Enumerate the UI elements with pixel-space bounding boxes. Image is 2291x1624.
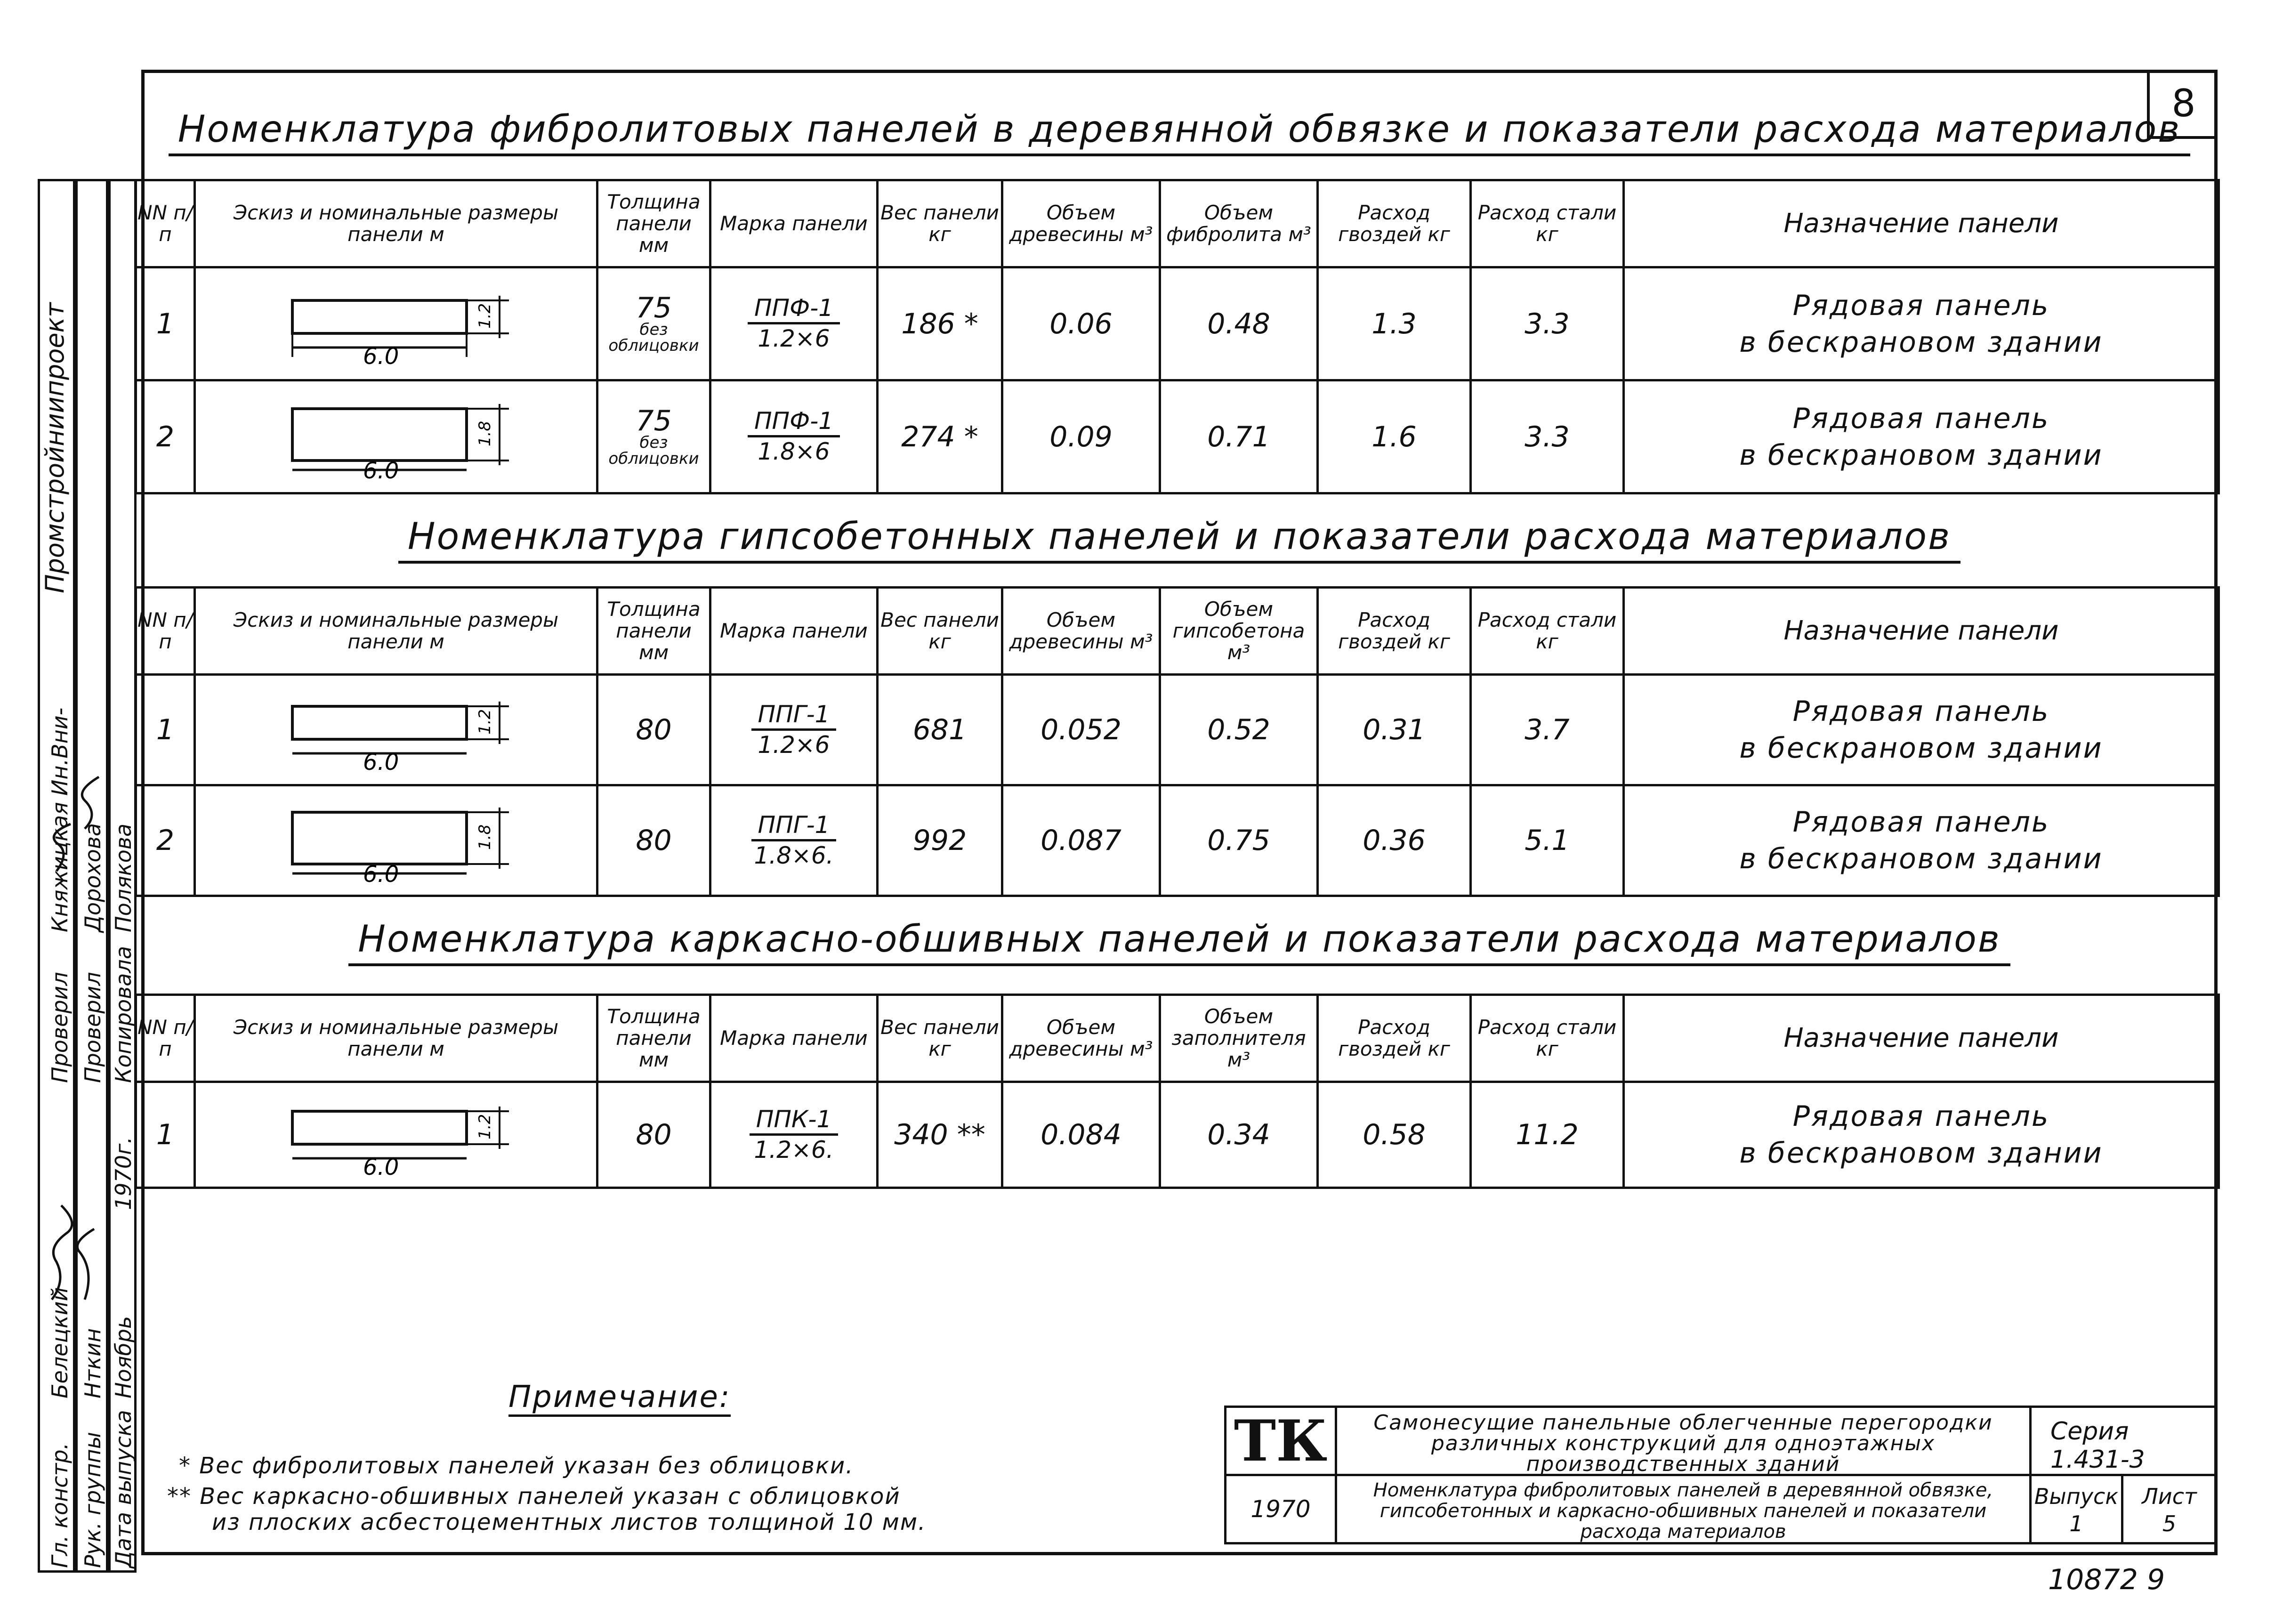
series-value: 1.431-3 <box>2050 1446 2145 1474</box>
section2-title: Номенклатура гипсобетонных панелей и показатели расхода материалов <box>141 516 2218 558</box>
panel-mark: ППГ-1 1.2×6 <box>710 675 878 785</box>
hdr-weight: Вес панели кг <box>878 588 1002 675</box>
sheet-cell <box>2121 1474 2218 1544</box>
hdr-mark: Марка панели <box>710 180 878 267</box>
steel: 3.3 <box>1471 380 1624 493</box>
sketch-length: 6.0 <box>363 457 399 479</box>
hdr-filler: Объем заполнителя м³ <box>1160 995 1318 1082</box>
desc-2: Номенклатура фибролитовых панелей в деревянной обвязке, гипсобетонных и каркасно-обшивных панелей и показатели расхода материалов <box>1335 1474 2032 1544</box>
sheet-label: Лист <box>2142 1484 2197 1509</box>
hdr-sketch: Эскиз и номинальные размеры панели м <box>195 995 597 1082</box>
purpose: Рядовая панель в бескрановом здании <box>1624 675 2219 785</box>
nails: 1.6 <box>1318 380 1471 493</box>
role2-1: Проверил <box>47 972 73 1083</box>
purpose: Рядовая панель в бескрановом здании <box>1624 380 2219 493</box>
weight: 340 ** <box>878 1082 1002 1188</box>
section2-table <box>135 586 2220 897</box>
hdr-purpose: Назначение панели <box>1624 180 2219 267</box>
panel-mark: ППК-1 1.2×6. <box>710 1082 878 1188</box>
section3-title: Номенклатура каркасно-обшивных панелей и показатели расхода материалов <box>141 918 2218 961</box>
org-name: Промстройниипроект <box>40 302 70 593</box>
filler-volume: 0.34 <box>1160 1082 1318 1188</box>
thickness: 75 без облицовки <box>597 380 710 493</box>
purpose: Рядовая панель в бескрановом здании <box>1624 1082 2219 1188</box>
issue-label: Выпуск <box>2034 1484 2119 1509</box>
sketch-length: 6.0 <box>363 1154 399 1177</box>
wood-volume: 0.052 <box>1002 675 1160 785</box>
hdr-mark: Марка панели <box>710 995 878 1082</box>
name2-2: Дорохова <box>80 823 105 932</box>
sketch-length: 6.0 <box>363 749 399 772</box>
hdr-thickness: Толщина панели мм <box>597 588 710 675</box>
sketch-height: 1.2 <box>476 1114 494 1139</box>
nails: 0.31 <box>1318 675 1471 785</box>
thickness: 80 <box>597 675 710 785</box>
panel-sketch <box>195 380 597 493</box>
filler-volume: 0.75 <box>1160 785 1318 896</box>
series-cell <box>2029 1406 2218 1476</box>
role2-3: Копировала <box>111 945 136 1083</box>
hdr-weight: Вес панели кг <box>878 180 1002 267</box>
extra-1: Ин.Вни- <box>47 707 73 796</box>
signatures <box>38 179 137 1573</box>
weight: 274 * <box>878 380 1002 493</box>
hdr-sketch: Эскиз и номинальные размеры панели м <box>195 180 597 267</box>
nails: 1.3 <box>1318 267 1471 380</box>
weight: 681 <box>878 675 1002 785</box>
steel: 3.7 <box>1471 675 1624 785</box>
thickness: 80 <box>597 785 710 896</box>
wood-volume: 0.06 <box>1002 267 1160 380</box>
name2-3: Полякова <box>111 823 136 932</box>
row-no: 2 <box>136 380 195 493</box>
name-3: Ноябрь <box>111 1316 136 1398</box>
role-2: Рук. группы <box>80 1431 105 1568</box>
wood-volume: 0.084 <box>1002 1082 1160 1188</box>
nails: 0.58 <box>1318 1082 1471 1188</box>
desc-1: Самонесущие панельные облегченные перегородки различных конструкций для одноэтажных производственных зданий <box>1335 1406 2032 1476</box>
row-no: 2 <box>136 785 195 896</box>
filler-volume: 0.48 <box>1160 267 1318 380</box>
hdr-no: NN п/п <box>136 995 195 1082</box>
wood-volume: 0.087 <box>1002 785 1160 896</box>
weight: 186 * <box>878 267 1002 380</box>
filler-volume: 0.71 <box>1160 380 1318 493</box>
notes-heading: Примечание: <box>508 1380 731 1417</box>
steel: 5.1 <box>1471 785 1624 896</box>
sketch-length: 6.0 <box>363 861 399 883</box>
sheet-number: 8 <box>2147 71 2218 139</box>
sketch-height: 1.2 <box>476 303 494 329</box>
section1-title: Номенклатура фибролитовых панелей в деревянной обвязке и показатели расхода материалов <box>141 108 2218 151</box>
table-row <box>136 380 2219 493</box>
weight: 992 <box>878 785 1002 896</box>
nails: 0.36 <box>1318 785 1471 896</box>
panel-sketch <box>195 675 597 785</box>
issue-value: 1 <box>2069 1511 2083 1536</box>
wood-volume: 0.09 <box>1002 380 1160 493</box>
thickness: 80 <box>597 1082 710 1188</box>
panel-sketch <box>195 1082 597 1188</box>
thickness: 75 без облицовки <box>597 267 710 380</box>
hdr-nails: Расход гвоздей кг <box>1318 180 1471 267</box>
issue-cell <box>2029 1474 2123 1544</box>
sketch-height: 1.2 <box>476 709 494 735</box>
series-label: Серия <box>2050 1417 2129 1446</box>
extra-2: 1970г. <box>111 1137 136 1210</box>
name-2: Нткин <box>80 1328 105 1398</box>
hdr-steel: Расход стали кг <box>1471 588 1624 675</box>
table-row <box>136 675 2219 785</box>
section1-table <box>135 179 2220 494</box>
panel-sketch <box>195 785 597 896</box>
hdr-filler: Объем гипсобетона м³ <box>1160 588 1318 675</box>
sketch-height: 1.8 <box>476 824 494 850</box>
steel: 3.3 <box>1471 267 1624 380</box>
hdr-nails: Расход гвоздей кг <box>1318 588 1471 675</box>
logo: ТК <box>1224 1406 1337 1476</box>
name2-1: Княжицкая <box>47 802 73 932</box>
archive-code: 10872 9 <box>2048 1563 2165 1596</box>
sheet-value: 5 <box>2162 1511 2177 1536</box>
hdr-wood: Объем древесины м³ <box>1002 588 1160 675</box>
table-row <box>136 785 2219 896</box>
panel-mark: ППФ-1 1.8×6 <box>710 380 878 493</box>
hdr-wood: Объем древесины м³ <box>1002 995 1160 1082</box>
hdr-purpose: Назначение панели <box>1624 995 2219 1082</box>
row-no: 1 <box>136 1082 195 1188</box>
table-row <box>136 267 2219 380</box>
filler-volume: 0.52 <box>1160 675 1318 785</box>
role-3: Дата выпуска <box>111 1410 136 1568</box>
hdr-no: NN п/п <box>136 180 195 267</box>
note-line: * Вес фибролитовых панелей указан без облицовки. <box>179 1453 854 1479</box>
purpose: Рядовая панель в бескрановом здании <box>1624 267 2219 380</box>
hdr-steel: Расход стали кг <box>1471 995 1624 1082</box>
panel-mark: ППГ-1 1.8×6. <box>710 785 878 896</box>
hdr-thickness: Толщина панели мм <box>597 180 710 267</box>
note-line: ** Вес каркасно-обшивных панелей указан с облицовкой <box>167 1483 901 1510</box>
panel-mark: ППФ-1 1.2×6 <box>710 267 878 380</box>
steel: 11.2 <box>1471 1082 1624 1188</box>
purpose: Рядовая панель в бескрановом здании <box>1624 785 2219 896</box>
table-row <box>136 1082 2219 1188</box>
role2-2: Проверил <box>80 972 105 1083</box>
hdr-no: NN п/п <box>136 588 195 675</box>
section3-table <box>135 994 2220 1189</box>
hdr-sketch: Эскиз и номинальные размеры панели м <box>195 588 597 675</box>
panel-sketch <box>195 267 597 380</box>
note-line: из плоских асбестоцементных листов толщиной 10 мм. <box>212 1509 927 1535</box>
hdr-nails: Расход гвоздей кг <box>1318 995 1471 1082</box>
hdr-thickness: Толщина панели мм <box>597 995 710 1082</box>
row-no: 1 <box>136 675 195 785</box>
hdr-steel: Расход стали кг <box>1471 180 1624 267</box>
hdr-purpose: Назначение панели <box>1624 588 2219 675</box>
hdr-mark: Марка панели <box>710 588 878 675</box>
hdr-weight: Вес панели кг <box>878 995 1002 1082</box>
name-1: Белецкий <box>47 1287 73 1398</box>
year: 1970 <box>1224 1474 1337 1544</box>
sketch-height: 1.8 <box>476 420 494 446</box>
hdr-wood: Объем древесины м³ <box>1002 180 1160 267</box>
hdr-filler: Объем фибролита м³ <box>1160 180 1318 267</box>
role-1: Гл. констр. <box>47 1442 73 1568</box>
sketch-length: 6.0 <box>363 343 399 366</box>
row-no: 1 <box>136 267 195 380</box>
side-stamp <box>38 179 137 1573</box>
